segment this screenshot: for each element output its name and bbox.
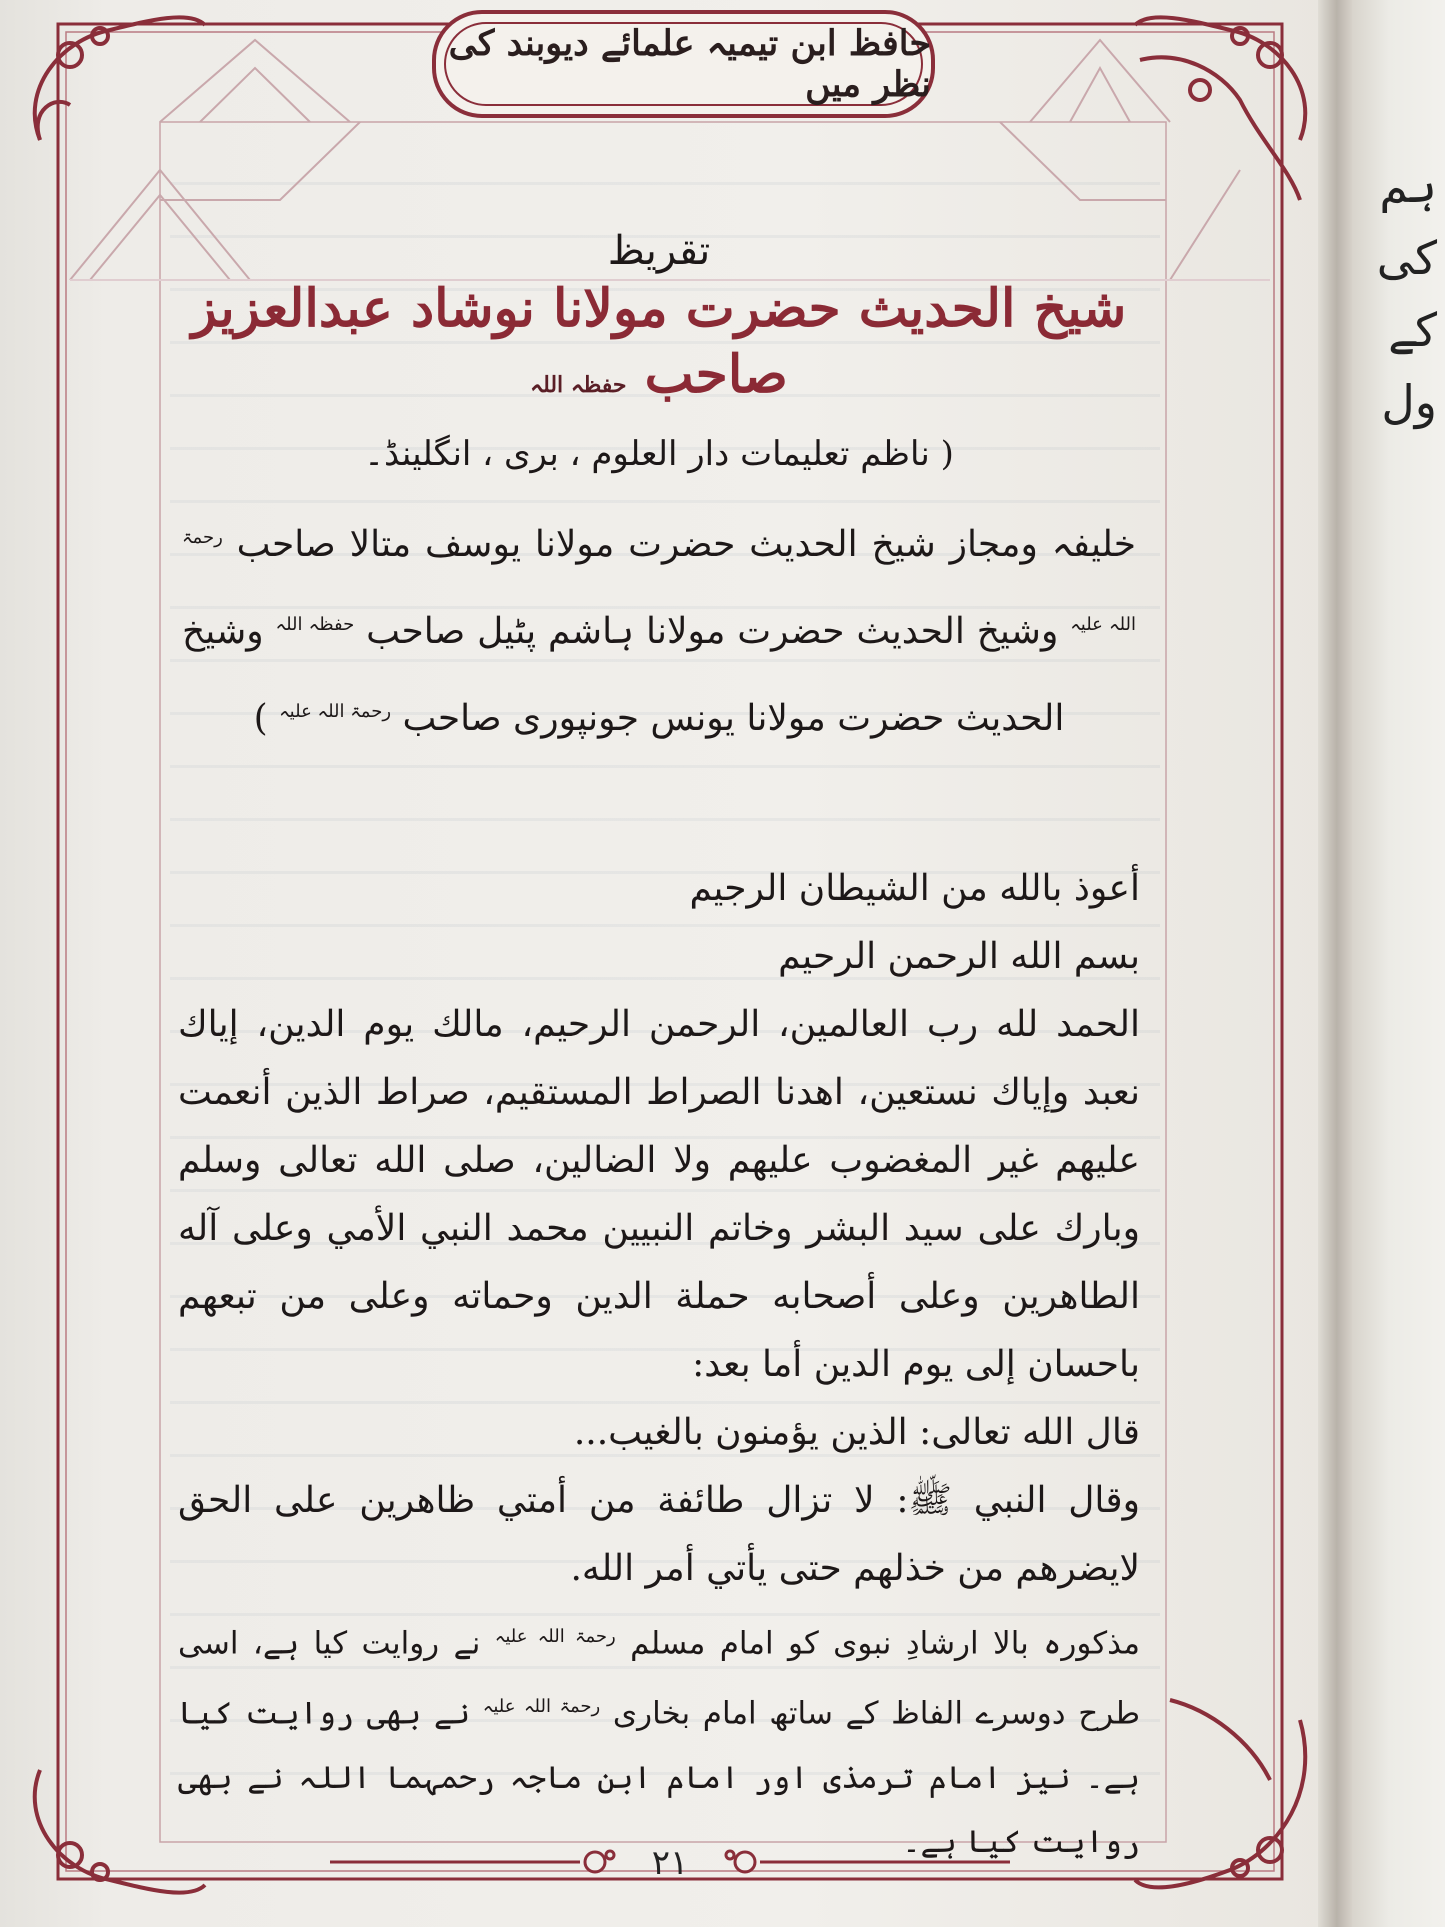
basmala: بسم الله الرحمن الرحيم xyxy=(778,936,1140,977)
urdu-part-2: نے روایت کیا ہے، اسی طرح دوسرے الفاظ کے ساتھ امام بخاری xyxy=(178,1625,1140,1732)
urdu-commentary xyxy=(178,1605,1140,1874)
lineage-part-2: وشیخ الحدیث حضرت مولانا ہاشم پٹیل صاحب xyxy=(366,611,1059,652)
urdu-honorific-1: رحمۃ اللہ علیہ xyxy=(494,1626,616,1647)
arabic-opening xyxy=(178,855,1140,1603)
hadith-prefix: وقال النبي xyxy=(973,1480,1140,1521)
running-header xyxy=(432,10,935,118)
urdu-part-3: نے بھی روایت کیا ہے۔ نیز امام ترمذی اور امام ابن ماجہ رحمہما اللہ نے بھی روایت کیا ہے۔ xyxy=(178,1695,1140,1860)
lineage-honorific-2: حفظہ اللہ xyxy=(275,614,355,635)
urdu-honorific-2: رحمۃ اللہ علیہ xyxy=(482,1696,601,1718)
running-header-title: حافظ ابن تیمیہ علمائے دیوبند کی نظر میں xyxy=(448,23,931,105)
lineage-part-3: وشیخ الحدیث حضرت مولانا یونس جونپوری صاحب xyxy=(182,611,1065,739)
lineage-honorific-3: رحمۃ اللہ علیہ xyxy=(279,701,392,722)
hadith-text: : لا تزال طائفة من أمتي ظاهرين على الحق لايضرهم من خذلهم حتى يأتي أمر الله. xyxy=(178,1480,1140,1589)
khutba-paragraph: الحمد لله رب العالمين، الرحمن الرحيم، مالك يوم الدين، إياك نعبد وإياك نستعين، اهدنا الصراط المستقيم، صراط الذين أنعمت عليهم غير المغضوب عليهم ولا الضالين، صلى الله تعالى وسلم وبارك على سيد البشر وخاتم النبيين محمد النبي الأمي وعلى آله الطاهرين وعلى أصحابه حملة الدين وحماته وعلى من تبعهم باحسان إلى يوم الدين أما بعد: xyxy=(178,1004,1141,1385)
author-position: ( ناظم تعلیمات دار العلوم ، بری ، انگلینڈ۔ xyxy=(364,434,954,474)
facing-page-text: ہم کی کے ول xyxy=(1376,159,1437,429)
quran-quote: قال الله تعالى: الذين يؤمنون بالغيب... xyxy=(573,1412,1140,1453)
lineage-part-1: خلیفہ ومجاز شیخ الحدیث حضرت مولانا یوسف متالا صاحب xyxy=(236,524,1136,565)
author-title xyxy=(178,276,1140,418)
author-lineage xyxy=(178,498,1140,759)
hadith-honorific: ﷺ xyxy=(908,1480,952,1521)
section-label: تقریظ xyxy=(607,228,711,274)
taawwudh: أعوذ بالله من الشيطان الرجيم xyxy=(689,868,1140,909)
book-gutter xyxy=(1318,0,1352,1927)
lineage-honorific-1: رحمۃ اللہ علیہ xyxy=(182,527,1137,635)
facing-page-edge xyxy=(1352,0,1445,1927)
lineage-close: ) xyxy=(253,698,268,739)
hadith-quote xyxy=(178,1467,1140,1603)
page-content xyxy=(178,228,1140,1874)
author-name: شیخ الحدیث حضرت مولانا نوشاد عبدالعزیز صاحب xyxy=(191,278,1127,405)
urdu-part-1: مذکورہ بالا ارشادِ نبوی کو امام مسلم xyxy=(630,1625,1140,1662)
author-honorific: حفظہ اللہ xyxy=(530,372,627,398)
urdu-paragraph xyxy=(178,1605,1140,1874)
page-number: ۲۱ xyxy=(651,1843,689,1883)
